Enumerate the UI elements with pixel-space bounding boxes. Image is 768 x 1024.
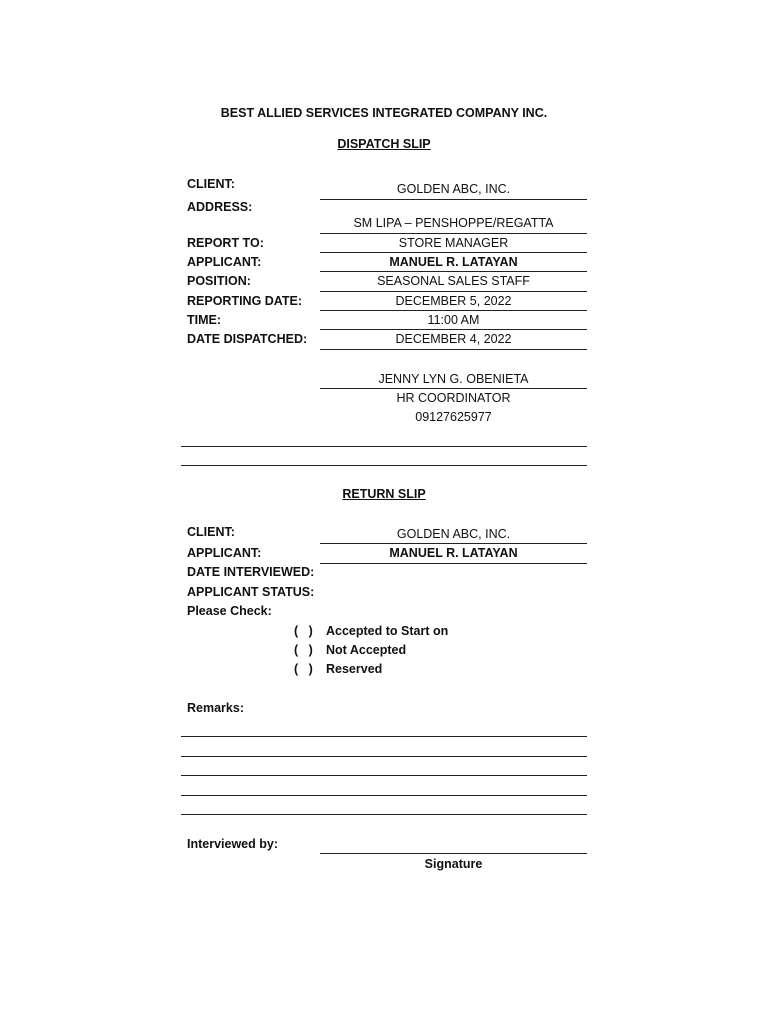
reporting-date-label: REPORTING DATE: xyxy=(187,294,303,308)
applicant-underline xyxy=(320,271,587,272)
date-dispatched-underline xyxy=(320,349,587,350)
return-applicant-value: MANUEL R. LATAYAN xyxy=(389,546,518,560)
report-to-underline xyxy=(320,252,587,253)
signature-caption: Signature xyxy=(424,857,483,871)
date-interviewed-label: DATE INTERVIEWED: xyxy=(187,565,315,579)
option-not-accepted-checkbox[interactable]: ( ) xyxy=(294,643,313,657)
remarks-line xyxy=(181,814,587,815)
remarks-label: Remarks: xyxy=(187,701,244,715)
return-applicant-underline xyxy=(320,563,587,564)
return-client-label: CLIENT: xyxy=(187,525,235,539)
report-to-value: STORE MANAGER xyxy=(398,236,509,250)
return-client-value: GOLDEN ABC, INC. xyxy=(396,527,511,541)
option-not-accepted-label: Not Accepted xyxy=(326,643,407,657)
remarks-line xyxy=(181,795,587,796)
client-label: CLIENT: xyxy=(187,177,235,191)
return-slip-heading: RETURN SLIP xyxy=(342,487,426,501)
signatory-underline xyxy=(320,388,587,389)
address-underline xyxy=(320,233,587,234)
return-applicant-label: APPLICANT: xyxy=(187,546,262,560)
address-label: ADDRESS: xyxy=(187,200,253,214)
position-label: POSITION: xyxy=(187,274,251,288)
return-client-underline xyxy=(320,543,587,544)
option-reserved-checkbox[interactable]: ( ) xyxy=(294,662,313,676)
time-underline xyxy=(320,329,587,330)
signatory-title: HR COORDINATOR xyxy=(396,391,511,405)
remarks-line xyxy=(181,775,587,776)
position-value: SEASONAL SALES STAFF xyxy=(377,274,530,288)
please-check-label: Please Check: xyxy=(187,604,272,618)
applicant-value: MANUEL R. LATAYAN xyxy=(389,255,518,269)
client-value: GOLDEN ABC, INC. xyxy=(396,182,511,196)
option-accepted-checkbox[interactable]: ( ) xyxy=(294,624,313,638)
reporting-date-value: DECEMBER 5, 2022 xyxy=(395,294,512,308)
time-value: 11:00 AM xyxy=(427,313,480,327)
applicant-label: APPLICANT: xyxy=(187,255,262,269)
date-dispatched-value: DECEMBER 4, 2022 xyxy=(395,332,512,346)
option-reserved-label: Reserved xyxy=(326,662,383,676)
remarks-line xyxy=(181,736,587,737)
date-dispatched-label: DATE DISPATCHED: xyxy=(187,332,308,346)
position-underline xyxy=(320,291,587,292)
signatory-name: JENNY LYN G. OBENIETA xyxy=(378,372,529,386)
address-value: SM LIPA – PENSHOPPE/REGATTA xyxy=(353,216,554,230)
remarks-line xyxy=(181,756,587,757)
interviewed-by-label: Interviewed by: xyxy=(187,837,278,851)
time-label: TIME: xyxy=(187,313,222,327)
option-accepted-label: Accepted to Start on xyxy=(326,624,449,638)
dispatch-slip-heading: DISPATCH SLIP xyxy=(337,137,431,151)
cut-line xyxy=(181,446,587,447)
client-underline xyxy=(320,199,587,200)
signature-line xyxy=(320,853,587,854)
report-to-label: REPORT TO: xyxy=(187,236,264,250)
company-name: BEST ALLIED SERVICES INTEGRATED COMPANY INC. xyxy=(220,106,548,120)
cut-line xyxy=(181,465,587,466)
signatory-phone: 09127625977 xyxy=(415,410,492,424)
applicant-status-label: APPLICANT STATUS: xyxy=(187,585,315,599)
reporting-date-underline xyxy=(320,310,587,311)
